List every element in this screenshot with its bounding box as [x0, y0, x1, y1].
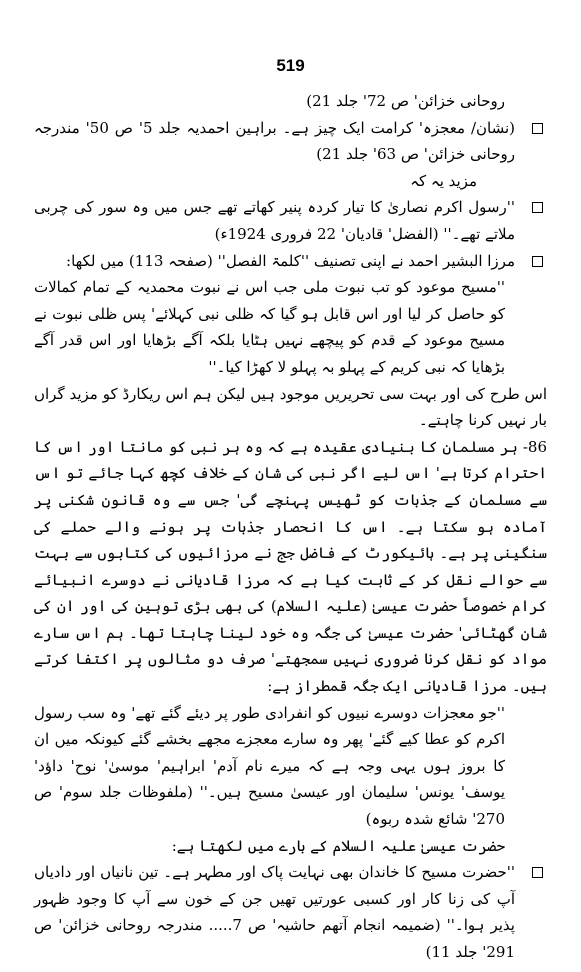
- paragraph: [34, 381, 547, 434]
- paragraph: [34, 274, 547, 380]
- bullet-paragraph: [34, 194, 547, 247]
- paragraph-text: مرزا البشیر احمد نے اپنی تصنیف ''کلمۃ الفصل'' (صفحہ 113) میں لکھا:: [66, 251, 515, 270]
- body-text: [34, 88, 547, 966]
- bullet-paragraph: [34, 248, 547, 275]
- paragraph: [34, 833, 547, 860]
- paragraph: [34, 700, 547, 833]
- checkbox-bullet-icon: [532, 202, 543, 213]
- checkbox-bullet-icon: [532, 123, 543, 134]
- paragraph-text: ''رسول اکرم نصاریٰ کا تیار کردہ پنیر کھاتے تھے جس میں وہ سور کی چربی ملاتے تھے۔'' (الفضل' قادیان' 22 فروری 1924ء): [34, 198, 515, 243]
- paragraph-text: حضرت عیسیٰ علیہ السلام کے بارے میں لکھتا ہے:: [171, 836, 505, 855]
- bullet-paragraph: [34, 859, 547, 965]
- page-number: 519: [276, 56, 305, 75]
- paragraph-text: ''حضرت مسیح کا خاندان بھی نہایت پاک اور مطہر ہے۔ تین نانیاں اور دادیاں آپ کی زنا کار اور کسبی عورتیں تھیں جن کے خون سے آپ کا وجود ظہور پذیر ہوا۔'' (ضمیمہ انجام آتھم حاشیہ' ص 7..... مندرجہ روحانی خزائن' ص 291' جلد 11): [34, 863, 515, 961]
- paragraph-text: 86- ہر مسلمان کا بنیادی عقیدہ ہے کہ وہ ہر نبی کو مانتا اور اس کا احترام کرتا ہے' اس لیے اگر نبی کی شان کے خلاف کچھ کہا جائے تو اس سے مسلمان کے جذبات کو ٹھیس پہنچے گی' جس سے وہ قانون شکنی پر آمادہ ہو سکتا ہے۔ اس کا انحصار جذبات پر ہونے والے حملے کی سنگینی پر ہے۔ ہائیکورٹ کے فاضل جج نے مرزائیوں کی کتابوں سے بہت سے حوالے نقل کر کے ثابت کیا ہے کہ مرزا قادیانی نے دوسرے انبیائے کرام خصوصاً حضرت عیسیٰ (علیہ السلام) کی بھی بڑی توہین کی اور ان کی شان گھٹائی' حضرت عیسیٰ کی جگہ وہ خود لینا چاہتا تھا۔ ہم اس سارے مواد کو نقل کرنا ضروری نہیں سمجھتے' صرف دو مثالوں پر اکتفا کرتے ہیں۔ مرزا قادیانی ایک جگہ قمطراز ہے:: [34, 437, 547, 696]
- paragraph: [34, 88, 547, 115]
- paragraph-text: مزید یہ کہ: [410, 171, 477, 190]
- paragraph-text: (نشان/ معجزہ' کرامت ایک چیز ہے۔ براہین احمدیہ جلد 5' ص 50' مندرجہ روحانی خزائن' ص 63' جلد 21): [34, 118, 516, 164]
- paragraph-text: ''مسیح موعود کو تب نبوت ملی جب اس نے نبوت محمدیہ کے تمام کمالات کو حاصل کر لیا اور اس قابل ہو گیا کہ ظلی نبی کہلائے' پس ظلی نبوت نے مسیح موعود کے قدم کو پیچھے نہیں ہٹایا بلکہ آگے بڑھایا اور اس قدر آگے بڑھایا کہ نبی کریم کے پہلو بہ پہلو لا کھڑا کیا۔'': [34, 278, 505, 376]
- paragraph: [34, 168, 547, 195]
- paragraph: [34, 434, 547, 700]
- bullet-paragraph: [34, 115, 547, 168]
- paragraph-text: اس طرح کی اور بہت سی تحریریں موجود ہیں لیکن ہم اس ریکارڈ کو مزید گراں بار نہیں کرنا چاہتے۔: [34, 384, 547, 430]
- paragraph-text: روحانی خزائن' ص 72' جلد 21): [306, 92, 505, 110]
- checkbox-bullet-icon: [532, 867, 543, 878]
- checkbox-bullet-icon: [532, 256, 543, 267]
- paragraph-text: ''جو معجزات دوسرے نبیوں کو انفرادی طور پر دیئے گئے تھے' وہ سب رسول اکرم کو عطا کیے گئے' پھر وہ سارے معجزے مجھے بخشے گئے کیونکہ میں ان کا بروز ہوں یہی وجہ ہے کہ میرے نام آدم' ابراہیم' موسیٰ' نوح' داؤد' یوسف' یونس' سلیمان اور عیسیٰ مسیح ہیں۔'' (ملفوظات جلد سوم' ص 270' شائع شدہ ربوہ): [34, 703, 505, 829]
